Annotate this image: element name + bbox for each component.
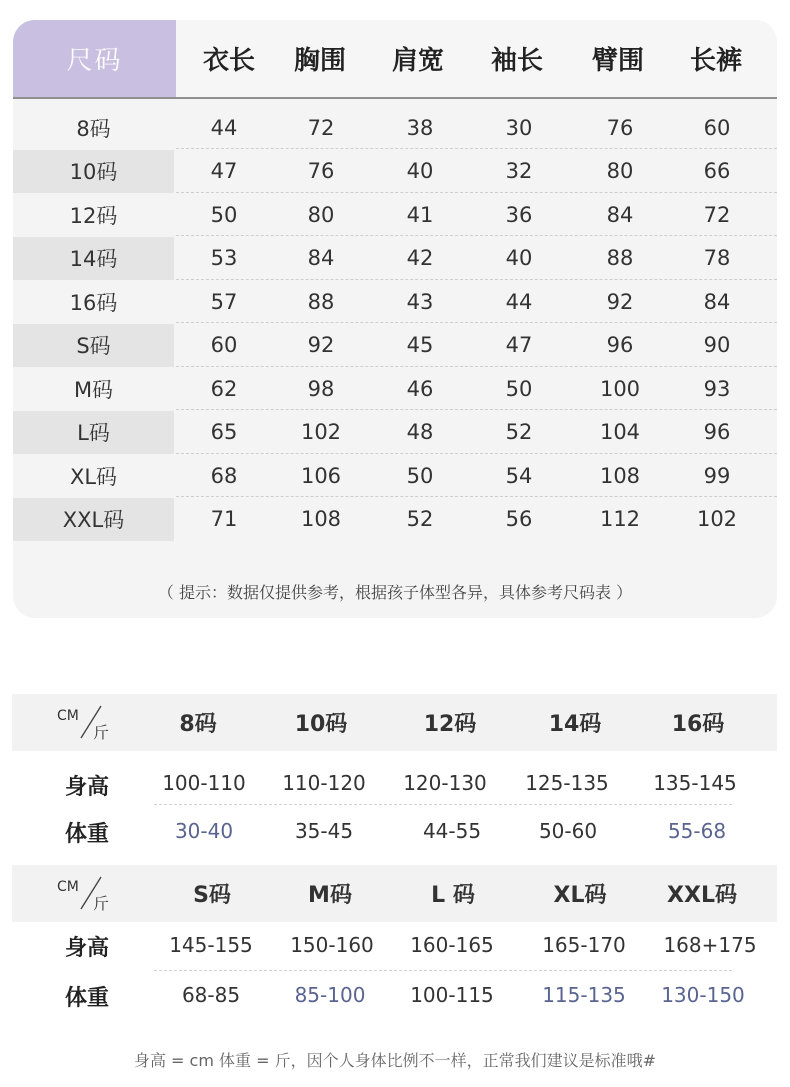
row-label-height: 身高	[64, 775, 109, 800]
height-value: 125-135	[525, 771, 609, 795]
size-value: 50	[210, 202, 238, 227]
height-value: 160-165	[410, 933, 494, 957]
weight-value: 50-60	[538, 819, 598, 843]
header-shoulder: 肩宽	[391, 46, 444, 76]
body-size-l: L 码	[431, 883, 475, 908]
weight-value: 85-100	[294, 983, 366, 1007]
size-value: 72	[307, 115, 335, 140]
size-value: 92	[307, 333, 335, 357]
size-value: 112	[599, 507, 641, 531]
size-value: 108	[300, 507, 342, 531]
size-value: 36	[505, 202, 533, 227]
size-value: 54	[505, 463, 533, 488]
size-row	[13, 324, 777, 367]
size-value: 80	[307, 202, 335, 227]
size-value: 84	[703, 289, 731, 314]
body-table-1-header	[12, 694, 777, 751]
header-arm: 臂围	[591, 46, 644, 76]
size-value: 47	[210, 159, 238, 183]
size-value: 92	[606, 289, 634, 314]
size-value: 40	[406, 159, 434, 183]
size-value: 90	[703, 333, 731, 357]
size-value: 60	[210, 333, 238, 357]
unit-jin: 斤	[93, 894, 110, 913]
size-chart-card	[13, 20, 777, 618]
size-value: 102	[300, 420, 342, 444]
height-value: 165-170	[542, 933, 626, 957]
size-value: 62	[210, 376, 238, 401]
size-row	[13, 454, 777, 497]
size-row	[13, 150, 777, 193]
height-value: 110-120	[282, 771, 366, 795]
height-value: 100-110	[162, 771, 246, 795]
row-divider	[154, 804, 732, 805]
weight-value: 44-55	[422, 819, 482, 843]
size-value: 43	[406, 289, 434, 314]
size-value: 98	[307, 376, 335, 401]
size-value: 60	[703, 115, 731, 140]
row-label-weight: 体重	[64, 822, 109, 847]
header-chest: 胸围	[293, 46, 346, 76]
footer-note: 身高 = cm 体重 = 斤，因个人身体比例不一样，正常我们建议是标准哦#	[133, 1051, 657, 1070]
size-value: 72	[703, 202, 731, 227]
weight-value: 130-150	[661, 983, 745, 1007]
size-row	[13, 498, 777, 541]
size-value: 99	[703, 463, 731, 488]
unit-label	[57, 865, 117, 922]
size-value: 106	[300, 463, 342, 488]
size-value: 71	[210, 507, 238, 531]
size-label: 8码	[76, 116, 111, 141]
size-value: 80	[606, 159, 634, 183]
size-value: 41	[406, 202, 434, 227]
height-value: 145-155	[169, 933, 253, 957]
body-size-xl: XL码	[553, 883, 607, 908]
size-value: 52	[406, 507, 434, 531]
size-row	[13, 237, 777, 280]
size-label: S码	[13, 324, 174, 367]
size-label: XXL码	[13, 498, 174, 541]
height-value: 150-160	[290, 933, 374, 957]
size-value: 56	[505, 507, 533, 531]
body-size-8: 8码	[179, 712, 217, 737]
size-value: 45	[406, 333, 434, 357]
size-value: 53	[210, 246, 238, 270]
size-column-header: 尺码	[13, 20, 176, 97]
size-value: 44	[210, 115, 238, 140]
size-row	[13, 280, 777, 323]
weight-value: 30-40	[174, 819, 234, 843]
body-size-m: M码	[308, 883, 352, 908]
size-value: 30	[505, 115, 533, 140]
size-value: 88	[307, 289, 335, 314]
size-label: 10码	[13, 150, 174, 193]
size-value: 40	[505, 246, 533, 270]
height-value: 120-130	[403, 771, 487, 795]
body-size-10: 10码	[294, 712, 348, 737]
row-label-weight: 体重	[64, 986, 109, 1011]
header-pants: 长裤	[689, 46, 742, 76]
body-size-12: 12码	[423, 712, 477, 737]
size-value: 44	[505, 289, 533, 314]
size-label: 14码	[13, 237, 174, 280]
size-chart-header	[13, 20, 777, 99]
size-value: 66	[703, 159, 731, 183]
weight-value: 55-68	[667, 819, 727, 843]
body-size-14: 14码	[548, 712, 602, 737]
size-chart-note: （ 提示：数据仅提供参考，根据孩子体型各异，具体参考尺码表 ）	[157, 583, 633, 602]
unit-cm: CM	[57, 879, 79, 895]
row-divider	[154, 970, 732, 971]
size-value: 46	[406, 376, 434, 401]
height-value: 135-145	[653, 771, 737, 795]
size-label: 16码	[69, 290, 118, 315]
size-value: 38	[406, 115, 434, 140]
size-value: 65	[210, 420, 238, 444]
size-value: 108	[599, 463, 641, 488]
size-value: 104	[599, 420, 641, 444]
size-value: 47	[505, 333, 533, 357]
weight-value: 68-85	[181, 983, 241, 1007]
size-value: 93	[703, 376, 731, 401]
size-label: XL码	[69, 464, 118, 489]
size-value: 76	[307, 159, 335, 183]
weight-value: 115-135	[542, 983, 626, 1007]
row-label-height: 身高	[64, 936, 109, 961]
size-label: L码	[13, 411, 174, 454]
size-value: 102	[696, 507, 738, 531]
size-row	[13, 411, 777, 454]
size-value: 96	[703, 420, 731, 444]
size-label: M码	[73, 377, 114, 402]
size-value: 100	[599, 376, 641, 401]
weight-value: 35-45	[294, 819, 354, 843]
size-value: 96	[606, 333, 634, 357]
size-value: 88	[606, 246, 634, 270]
size-value: 52	[505, 420, 533, 444]
size-value: 57	[210, 289, 238, 314]
size-value: 68	[210, 463, 238, 488]
size-value: 78	[703, 246, 731, 270]
unit-cm: CM	[57, 708, 79, 724]
body-size-xxl: XXL码	[667, 883, 737, 908]
unit-jin: 斤	[93, 723, 110, 742]
header-length: 衣长	[202, 46, 255, 76]
size-value: 32	[505, 159, 533, 183]
size-value: 50	[406, 463, 434, 488]
header-sleeve: 袖长	[490, 46, 543, 76]
size-row	[13, 367, 777, 410]
size-value: 84	[606, 202, 634, 227]
size-value: 48	[406, 420, 434, 444]
size-row	[13, 193, 777, 236]
size-row	[13, 106, 777, 149]
size-label: 12码	[69, 203, 118, 228]
body-table-2-header	[12, 865, 777, 922]
size-value: 42	[406, 246, 434, 270]
body-size-16: 16码	[671, 712, 725, 737]
height-value: 168+175	[663, 933, 757, 957]
size-value: 76	[606, 115, 634, 140]
size-value: 50	[505, 376, 533, 401]
size-value: 84	[307, 246, 335, 270]
body-size-s: S码	[193, 883, 231, 908]
weight-value: 100-115	[410, 983, 494, 1007]
unit-label	[57, 694, 117, 751]
